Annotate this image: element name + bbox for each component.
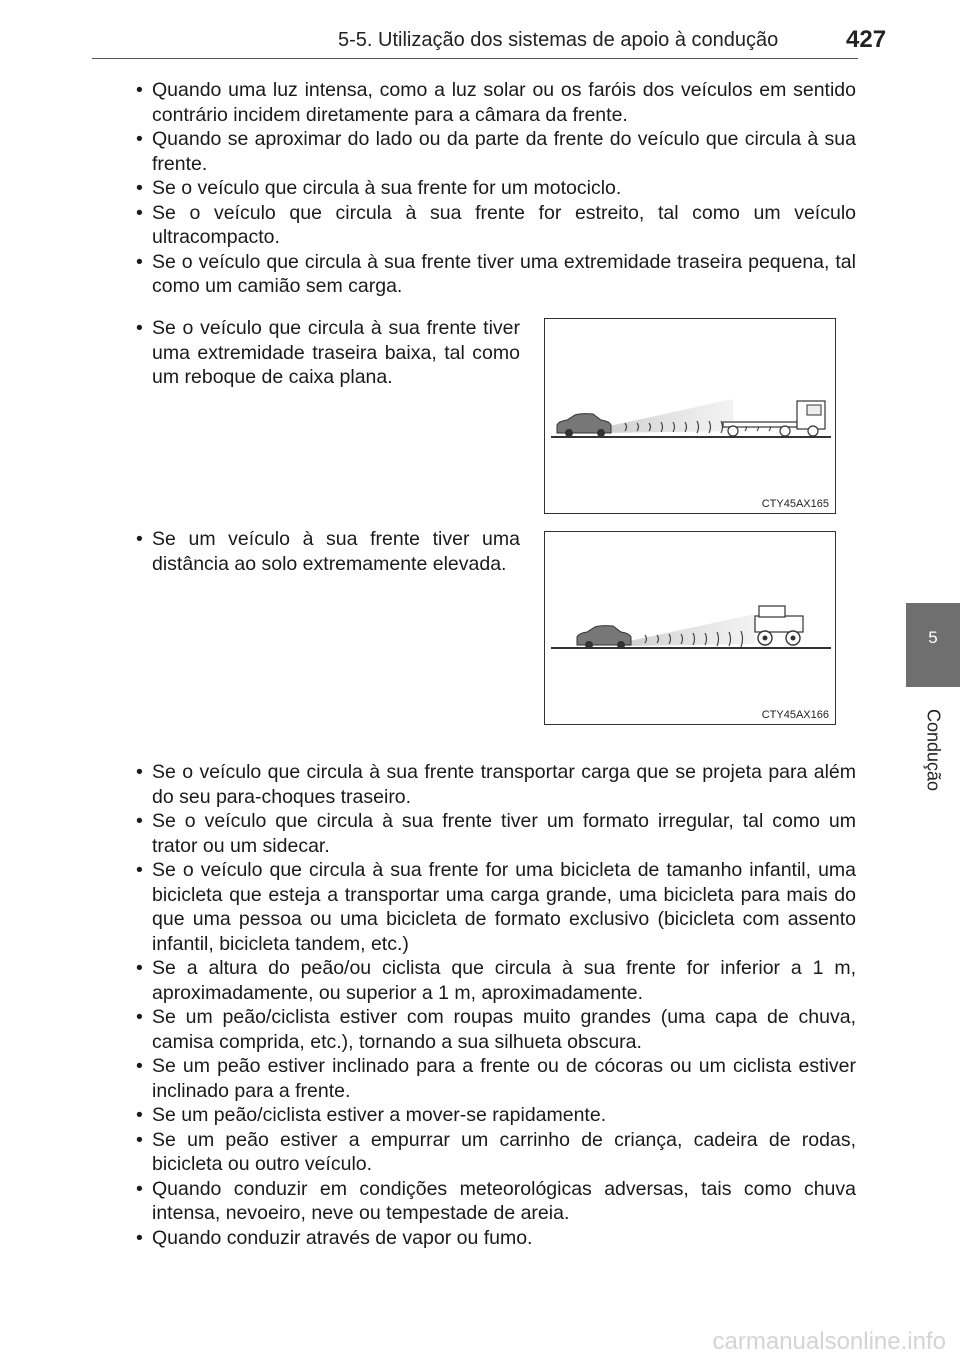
list-item: • Se o veículo que circula à sua frente tiver um formato irregular, tal como um trator ou um sidecar. <box>128 809 856 858</box>
flatbed-trailer-icon <box>723 422 797 436</box>
figure-code: CTY45AX165 <box>761 498 829 510</box>
figure-code: CTY45AX166 <box>761 709 829 721</box>
list-item: • Quando conduzir em condições meteorológicas adversas, tais como chuva intensa, nevoeiro, neve ou tempestade de areia. <box>128 1177 856 1226</box>
list-item: • Se o veículo que circula à sua frente transportar carga que se projeta para além do seu para-choques traseiro. <box>128 760 856 809</box>
list-item: • Se o veículo que circula à sua frente for uma bicicleta de tamanho infantil, uma bicicleta que esteja a transportar uma carga grande, uma bicicleta para mais do que uma pessoa ou uma bicicleta de formato exclusivo (bicicleta com assento infantil, bicicleta tandem, etc.) <box>128 858 856 956</box>
chapter-tab <box>906 603 960 687</box>
list-item: • Quando uma luz intensa, como a luz solar ou os faróis dos veículos em sentido contrário incidem diretamente para a câmara da frente. <box>128 78 856 127</box>
list-item: • Se um peão/ciclista estiver com roupas muito grandes (uma capa de chuva, camisa comprida, etc.), tornando a sua silhueta obscura. <box>128 1005 856 1054</box>
list-item: • Se o veículo que circula à sua frente for um motociclo. <box>128 176 856 201</box>
header-divider <box>92 58 858 59</box>
list-item: • Se o veículo que circula à sua frente tiver uma extremidade traseira pequena, tal como um camião sem carga. <box>128 250 856 299</box>
figure-high-clearance-vehicle <box>544 531 836 725</box>
list-item: • Se um peão estiver a empurrar um carrinho de criança, cadeira de rodas, bicicleta ou outro veículo. <box>128 1128 856 1177</box>
chapter-number: 5 <box>928 628 938 647</box>
list-item: • Quando conduzir através de vapor ou fumo. <box>128 1226 856 1251</box>
watermark: carmanualsonline.info <box>712 1328 946 1355</box>
list-item: • Se o veículo que circula à sua frente for estreito, tal como um veículo ultracompacto. <box>128 201 856 250</box>
list-item: • Quando se aproximar do lado ou da parte da frente do veículo que circula à sua frente. <box>128 127 856 176</box>
flatbed-trailer-illustration <box>545 319 835 513</box>
page-number: 427 <box>846 26 887 53</box>
sensor-beam <box>625 614 755 646</box>
bullet-list-top <box>128 78 856 299</box>
sensor-beam <box>605 399 733 433</box>
list-item: • Se um peão/ciclista estiver a mover-se rapidamente. <box>128 1103 856 1128</box>
bullet-list-figure-1 <box>128 316 520 390</box>
list-item: • Se um veículo à sua frente tiver uma distância ao solo extremamente elevada. <box>128 527 520 576</box>
own-car-icon <box>557 414 611 437</box>
truck-cab-icon <box>797 401 825 436</box>
bullet-list-bottom <box>128 760 856 1250</box>
chapter-label: Condução <box>923 708 944 792</box>
bullet-list-figure-2 <box>128 527 520 576</box>
list-item: • Se o veículo que circula à sua frente tiver uma extremidade traseira baixa, tal como um reboque de caixa plana. <box>128 316 520 390</box>
list-item: • Se a altura do peão/ou ciclista que circula à sua frente for inferior a 1 m, aproximadamente, ou superior a 1 m, aproximadamente. <box>128 956 856 1005</box>
high-clearance-vehicle-icon <box>755 606 803 645</box>
own-car-icon <box>577 626 631 649</box>
high-clearance-illustration <box>545 532 835 724</box>
header-section-title: 5-5. Utilização dos sistemas de apoio à condução <box>338 29 779 51</box>
figure-flatbed-trailer <box>544 318 836 514</box>
list-item: • Se um peão estiver inclinado para a frente ou de cócoras ou um ciclista estiver inclinado para a frente. <box>128 1054 856 1103</box>
